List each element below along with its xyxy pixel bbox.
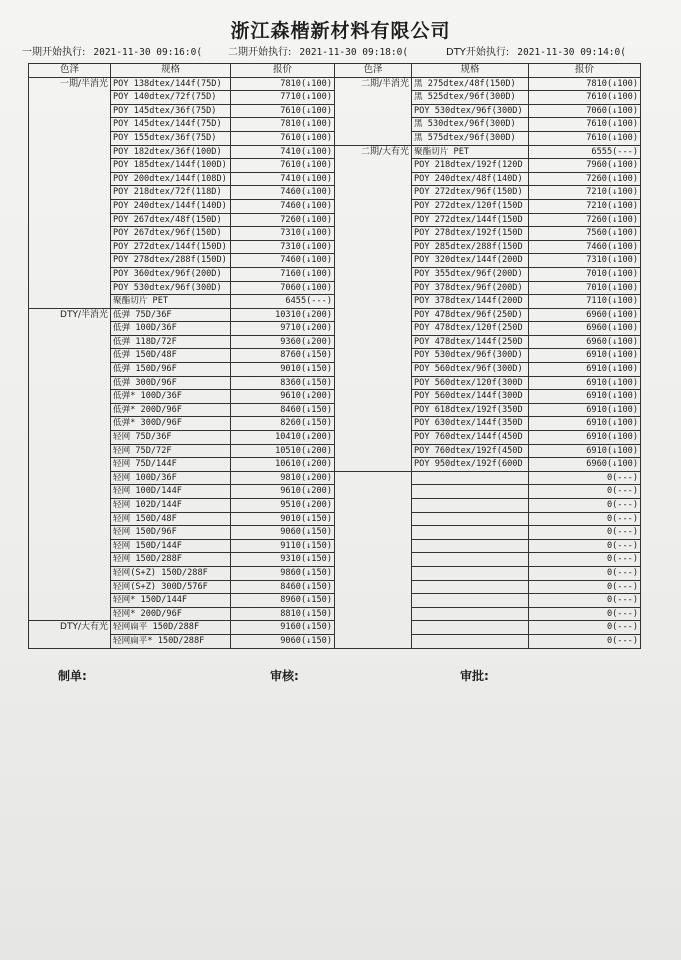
price-cell: 7110(↓100) [529,295,641,309]
spec-cell: 轻网 150D/288F [111,553,231,567]
color-group-cell: 二期/半消光 [335,77,412,145]
price-cell: 9010(↓150) [231,512,335,526]
spec-cell: POY 140dtex/72f(75D) [111,91,231,105]
spec-cell: POY 530dtex/96f(300D) [111,281,231,295]
spec-cell: POY 360dtex/96f(200D) [111,267,231,281]
column-header-spec: 规格 [412,64,529,78]
price-cell: 9060(↓150) [231,526,335,540]
table-row [29,471,641,485]
price-cell: 9710(↓200) [231,322,335,336]
price-cell: 9010(↓150) [231,363,335,377]
prepared-by-label: 制单: [58,669,87,683]
price-cell: 7210(↓100) [529,199,641,213]
price-cell: 10410(↓200) [231,431,335,445]
price-cell: 0(---) [529,526,641,540]
dty-start-time [446,43,626,58]
spec-cell: POY 560dtex/96f(300D) [412,363,529,377]
spec-cell: POY 478dtex/96f(250D) [412,308,529,322]
spec-cell: 低弹 100D/36F [111,322,231,336]
spec-cell: POY 560dtex/144f(300D [412,390,529,404]
spec-cell: 轻网扁平 150D/288F [111,621,231,635]
header-value: 2021-11-30 09:18:0( [299,47,409,58]
price-cell: 6960(↓100) [529,308,641,322]
price-cell: 7160(↓100) [231,267,335,281]
spec-cell: POY 760dtex/144f(450D [412,431,529,445]
table-row [29,145,641,159]
price-cell: 6910(↓100) [529,444,641,458]
spec-cell: 低弹* 100D/36F [111,390,231,404]
price-cell: 10610(↓200) [231,458,335,472]
price-cell: 7060(↓100) [231,281,335,295]
price-cell: 0(---) [529,594,641,608]
price-cell: 0(---) [529,566,641,580]
header-value: 2021-11-30 09:16:0( [93,47,203,58]
price-cell: 0(---) [529,621,641,635]
price-cell: 6960(↓100) [529,458,641,472]
price-cell: 7010(↓100) [529,281,641,295]
spec-cell: 低弹 118D/72F [111,335,231,349]
price-cell: 8460(↓150) [231,580,335,594]
spec-cell [412,594,529,608]
price-cell: 7810(↓100) [529,77,641,91]
spec-cell: POY 272dtex/144f(150D [412,213,529,227]
spec-cell: POY 138dtex/144f(75D) [111,77,231,91]
spec-cell: POY 145dtex/144f(75D) [111,118,231,132]
approved-by-label: 审批: [460,669,489,683]
price-cell: 9610(↓200) [231,390,335,404]
spec-cell: 黑 575dtex/96f(300D) [412,131,529,145]
table-header-row [29,64,641,78]
spec-cell: 轻网* 150D/144F [111,594,231,608]
spec-cell: POY 378dtex/144f(200D [412,295,529,309]
spec-cell: 低弹 75D/36F [111,308,231,322]
spec-cell: POY 155dtex/36f(75D) [111,131,231,145]
price-cell: 7310(↓100) [231,227,335,241]
price-cell: 0(---) [529,485,641,499]
spec-cell: POY 760dtex/192f(450D [412,444,529,458]
reviewed-by-label: 审核: [270,669,299,683]
header-label: 二期开始执行: [228,47,292,58]
color-group-cell: 一期/半消光 [29,77,111,308]
price-cell: 0(---) [529,512,641,526]
spec-cell: 黑 530dtex/96f(300D) [412,118,529,132]
price-cell: 0(---) [529,471,641,485]
price-cell: 8360(↓150) [231,376,335,390]
spec-cell [412,512,529,526]
price-cell: 8460(↓150) [231,403,335,417]
spec-cell: 低弹 150D/96F [111,363,231,377]
price-cell: 6910(↓100) [529,390,641,404]
spec-cell: 黑 525dtex/96f(300D) [412,91,529,105]
price-cell: 7260(↓100) [231,213,335,227]
price-cell: 7410(↓100) [231,172,335,186]
spec-cell: POY 530dtex/96f(300D) [412,104,529,118]
price-cell: 6960(↓100) [529,322,641,336]
price-cell: 6555(---) [529,145,641,159]
price-cell: 7960(↓100) [529,159,641,173]
price-cell: 0(---) [529,634,641,648]
header-label: 一期开始执行: [22,47,86,58]
spec-cell: POY 950dtex/192f(600D [412,458,529,472]
price-cell: 0(---) [529,553,641,567]
spec-cell: POY 272dtex/144f(150D) [111,240,231,254]
price-cell: 7610(↓100) [529,91,641,105]
spec-cell [412,526,529,540]
price-cell: 7460(↓100) [529,240,641,254]
spec-cell: 轻网 75D/144F [111,458,231,472]
price-cell: 0(---) [529,580,641,594]
price-cell: 7310(↓100) [529,254,641,268]
spec-cell: POY 630dtex/144f(350D [412,417,529,431]
phase1-start-time [22,43,202,58]
spec-cell: POY 378dtex/96f(200D) [412,281,529,295]
spec-cell [412,621,529,635]
color-group-cell: DTY/半消光 [29,308,111,621]
spec-cell: 轻网 150D/144F [111,539,231,553]
price-cell: 10310(↓200) [231,308,335,322]
spec-cell: 聚酯切片 PET [412,145,529,159]
spec-cell: POY 320dtex/144f(200D [412,254,529,268]
price-cell: 7310(↓100) [231,240,335,254]
spec-cell: 轻网 75D/72F [111,444,231,458]
header-value: 2021-11-30 09:14:0( [517,47,626,58]
spec-cell: POY 478dtex/144f(250D [412,335,529,349]
price-cell: 7460(↓100) [231,186,335,200]
spec-cell: 轻网 102D/144F [111,499,231,513]
phase2-start-time [228,43,408,58]
spec-cell: POY 560dtex/120f(300D [412,376,529,390]
price-cell: 9360(↓200) [231,335,335,349]
price-cell: 7810(↓100) [231,118,335,132]
spec-cell: 低弹 300D/96F [111,376,231,390]
spec-cell: 低弹* 200D/96F [111,403,231,417]
table-row [29,77,641,91]
column-header-price: 报价 [529,64,641,78]
spec-cell: POY 272dtex/96f(150D) [412,186,529,200]
price-cell: 9510(↓200) [231,499,335,513]
header-label: DTY开始执行: [446,47,510,58]
price-cell: 0(---) [529,607,641,621]
price-cell: 7710(↓100) [231,91,335,105]
column-header-spec: 规格 [111,64,231,78]
price-cell: 7210(↓100) [529,186,641,200]
price-cell: 7260(↓100) [529,172,641,186]
price-cell: 7610(↓100) [231,159,335,173]
price-cell: 10510(↓200) [231,444,335,458]
price-cell: 6910(↓100) [529,363,641,377]
price-cell: 9610(↓200) [231,485,335,499]
spec-cell: 轻网(S+Z) 300D/576F [111,580,231,594]
color-group-cell: DTY/大有光 [29,621,111,648]
spec-cell: POY 285dtex/288f(150D [412,240,529,254]
spec-cell: 轻网 150D/96F [111,526,231,540]
spec-cell: 轻网(S+Z) 150D/288F [111,566,231,580]
spec-cell: 轻网 150D/48F [111,512,231,526]
price-cell: 7410(↓100) [231,145,335,159]
spec-cell: 轻网扁平* 150D/288F [111,634,231,648]
price-cell: 7610(↓100) [529,131,641,145]
price-cell: 7460(↓100) [231,254,335,268]
spec-cell: 黑 275dtex/48f(150D) [412,77,529,91]
spec-cell: POY 218dtex/192f(120D [412,159,529,173]
spec-cell: POY 218dtex/72f(118D) [111,186,231,200]
spec-cell: 轻网 75D/36F [111,431,231,445]
spec-cell [412,566,529,580]
spec-cell: POY 200dtex/144f(108D) [111,172,231,186]
price-cell: 7610(↓100) [231,104,335,118]
price-cell: 7060(↓100) [529,104,641,118]
price-cell: 6910(↓100) [529,431,641,445]
price-cell: 6910(↓100) [529,376,641,390]
price-cell: 9110(↓150) [231,539,335,553]
price-cell: 8960(↓150) [231,594,335,608]
color-group-cell: 二期/大有光 [335,145,412,471]
price-cell: 7810(↓100) [231,77,335,91]
spec-cell: POY 530dtex/96f(300D) [412,349,529,363]
company-title: 浙江森楷新材料有限公司 [230,20,451,42]
price-cell: 9160(↓150) [231,621,335,635]
spec-cell: POY 182dtex/36f(100D) [111,145,231,159]
spec-cell [412,607,529,621]
spec-cell: POY 240dtex/48f(140D) [412,172,529,186]
spec-cell: 轻网 100D/36F [111,471,231,485]
price-cell: 0(---) [529,499,641,513]
color-group-cell [335,471,412,648]
spec-cell: 轻网* 200D/96F [111,607,231,621]
spec-cell: POY 278dtex/288f(150D) [111,254,231,268]
price-cell: 6960(↓100) [529,335,641,349]
spec-cell [412,485,529,499]
spec-cell: POY 478dtex/120f(250D [412,322,529,336]
price-cell: 9810(↓200) [231,471,335,485]
spec-cell: 低弹 150D/48F [111,349,231,363]
price-cell: 7560(↓100) [529,227,641,241]
price-cell: 7260(↓100) [529,213,641,227]
spec-cell: 聚酯切片 PET [111,295,231,309]
spec-cell [412,580,529,594]
spec-cell: POY 240dtex/144f(140D) [111,199,231,213]
spec-cell [412,499,529,513]
price-cell: 8760(↓150) [231,349,335,363]
price-cell: 6910(↓100) [529,417,641,431]
price-cell: 7010(↓100) [529,267,641,281]
spec-cell: POY 267dtex/96f(150D) [111,227,231,241]
spec-cell: 低弹* 300D/96F [111,417,231,431]
price-cell: 7610(↓100) [231,131,335,145]
spec-cell [412,634,529,648]
spec-cell [412,539,529,553]
spec-cell [412,553,529,567]
spec-cell: POY 267dtex/48f(150D) [111,213,231,227]
price-table [28,63,641,649]
price-cell: 9060(↓150) [231,634,335,648]
price-cell: 7610(↓100) [529,118,641,132]
spec-cell: POY 272dtex/120f(150D [412,199,529,213]
price-cell: 0(---) [529,539,641,553]
price-cell: 9310(↓150) [231,553,335,567]
price-cell: 7460(↓100) [231,199,335,213]
spec-cell: POY 355dtex/96f(200D) [412,267,529,281]
spec-cell: POY 618dtex/192f(350D [412,403,529,417]
column-header-color: 色泽 [335,64,412,78]
column-header-price: 报价 [231,64,335,78]
price-cell: 9860(↓150) [231,566,335,580]
column-header-color: 色泽 [29,64,111,78]
price-cell: 8810(↓150) [231,607,335,621]
price-cell: 6910(↓100) [529,403,641,417]
spec-cell: POY 145dtex/36f(75D) [111,104,231,118]
price-cell: 6455(---) [231,295,335,309]
price-cell: 6910(↓100) [529,349,641,363]
spec-cell: POY 185dtex/144f(100D) [111,159,231,173]
spec-cell: POY 278dtex/192f(150D [412,227,529,241]
price-cell: 8260(↓150) [231,417,335,431]
spec-cell: 轻网 100D/144F [111,485,231,499]
spec-cell [412,471,529,485]
